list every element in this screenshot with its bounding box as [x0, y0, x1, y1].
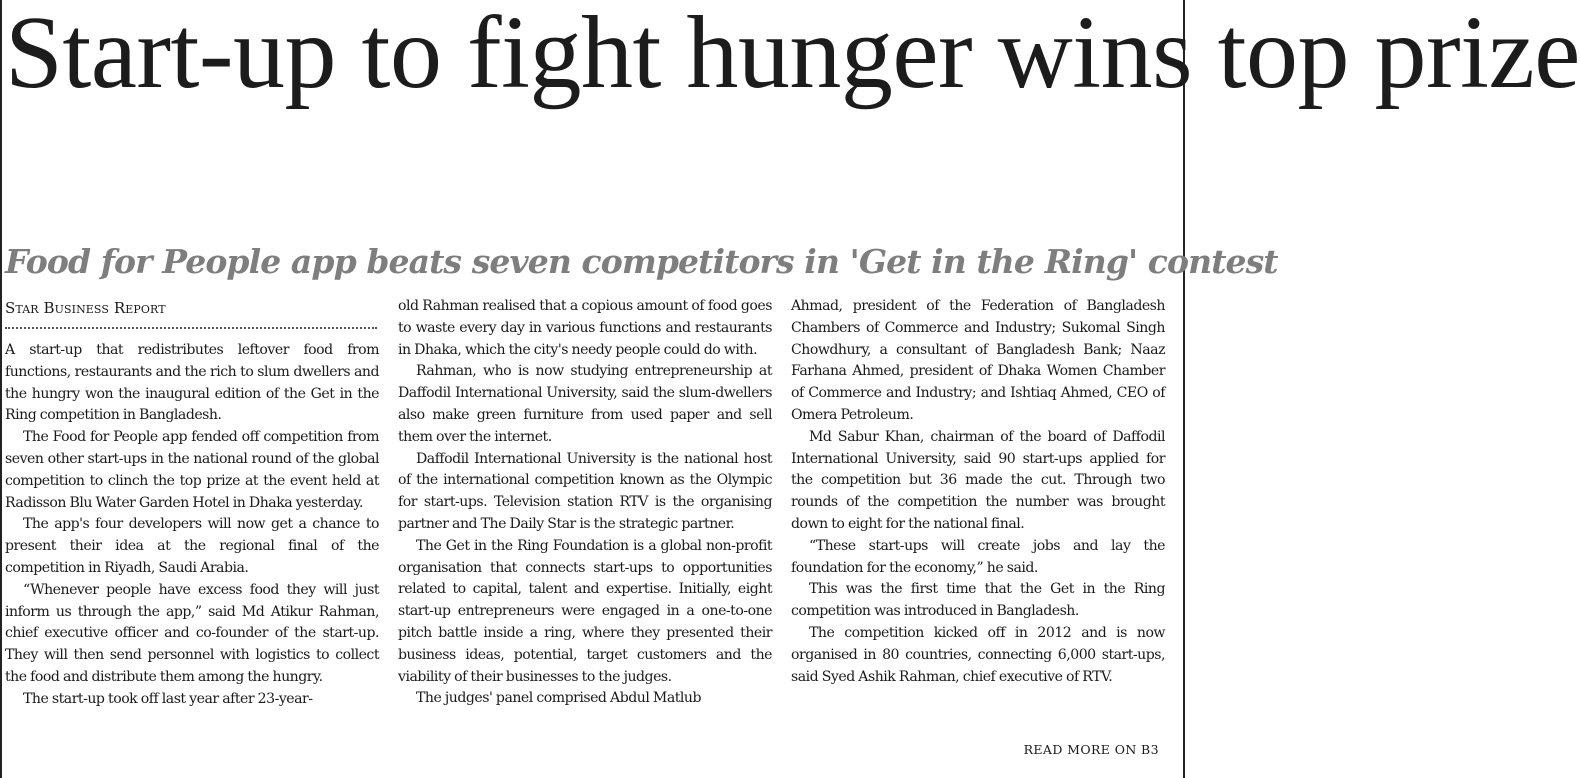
paragraph: The competition kicked off in 2012 and is now organised in 80 countries, connecting 6,000 start-ups, said Syed Ashik Rahman, chief executive of RTV. [791, 624, 1165, 685]
paragraph: The Get in the Ring Foundation is a global non-profit organisation that connects start-ups to opportunities related to capital, talent and expertise. Initially, eight start-up entrepreneurs were engaged in a one-to-one pitch battle inside a ring, where they presented their business ideas, potential, target customers and the viability of their businesses to the judges. [398, 537, 772, 685]
byline-divider [5, 327, 377, 329]
paragraph: The judges' panel comprised Abdul Matlub [416, 690, 702, 707]
paragraph: “These start-ups will create jobs and lay the foundation for the economy,” he said. [791, 537, 1165, 576]
byline: Star Business Report [5, 299, 166, 317]
paragraph: Rahman, who is now studying entrepreneurship at Daffodil International University, said the slum-dwellers also make green furniture from used paper and sell them over the internet. [398, 363, 772, 445]
paragraph: A start-up that redistributes leftover food from functions, restaurants and the rich to slum dwellers and the hungry won the inaugural edition of the Get in the Ring competition in Bangladesh. [5, 342, 379, 424]
paragraph: The Food for People app fended off competition from seven other start-ups in the national round of the global competition to clinch the top prize at the event held at Radisson Blu Water Garden Hotel in Dhaka yesterday. [5, 429, 379, 511]
headline: Start-up to fight hunger wins top prize [5, 0, 1580, 110]
article-column-2 [398, 296, 772, 710]
paragraph: old Rahman realised that a copious amount of food goes to waste every day in various functions and restaurants in Dhaka, which the city's needy people could do with. [398, 298, 772, 358]
paragraph: This was the first time that the Get in the Ring competition was introduced in Bangladesh. [791, 581, 1165, 620]
read-more-link[interactable]: READ MORE ON B3 [1023, 742, 1159, 757]
paragraph: Md Sabur Khan, chairman of the board of Daffodil International University, said 90 start-ups applied for the competition but 36 made the cut. Through two rounds of the competition the number was brought down to eight for the national final. [791, 428, 1165, 532]
paragraph: “Whenever people have excess food they will just inform us through the app,” said Md Atikur Rahman, chief executive officer and co-founder of the start-up. They will then send personnel with logistics to collect the food and distribute them among the hungry. [5, 581, 379, 685]
subheadline: Food for People app beats seven competitors in 'Get in the Ring' contest [5, 242, 1278, 281]
paragraph: The start-up took off last year after 23-year- [23, 690, 313, 707]
article-column-1 [5, 340, 379, 711]
paragraph: Daffodil International University is the national host of the international competition known as the Olympic for start-ups. Television station RTV is the organising partner and The Daily Star is the strategic partner. [398, 450, 772, 532]
article-column-3 [791, 296, 1165, 688]
paragraph: The app's four developers will now get a chance to present their idea at the regional final of the competition in Riyadh, Saudi Arabia. [5, 516, 379, 576]
paragraph: Ahmad, president of the Federation of Bangladesh Chambers of Commerce and Industry; Sukomal Singh Chowdhury, a consultant of Bangladesh Bank; Naaz Farhana Ahmed, president of Dhaka Women Chamber of Commerce and Industry; and Ishtiaq Ahmed, CEO of Omera Petroleum. [791, 298, 1165, 423]
